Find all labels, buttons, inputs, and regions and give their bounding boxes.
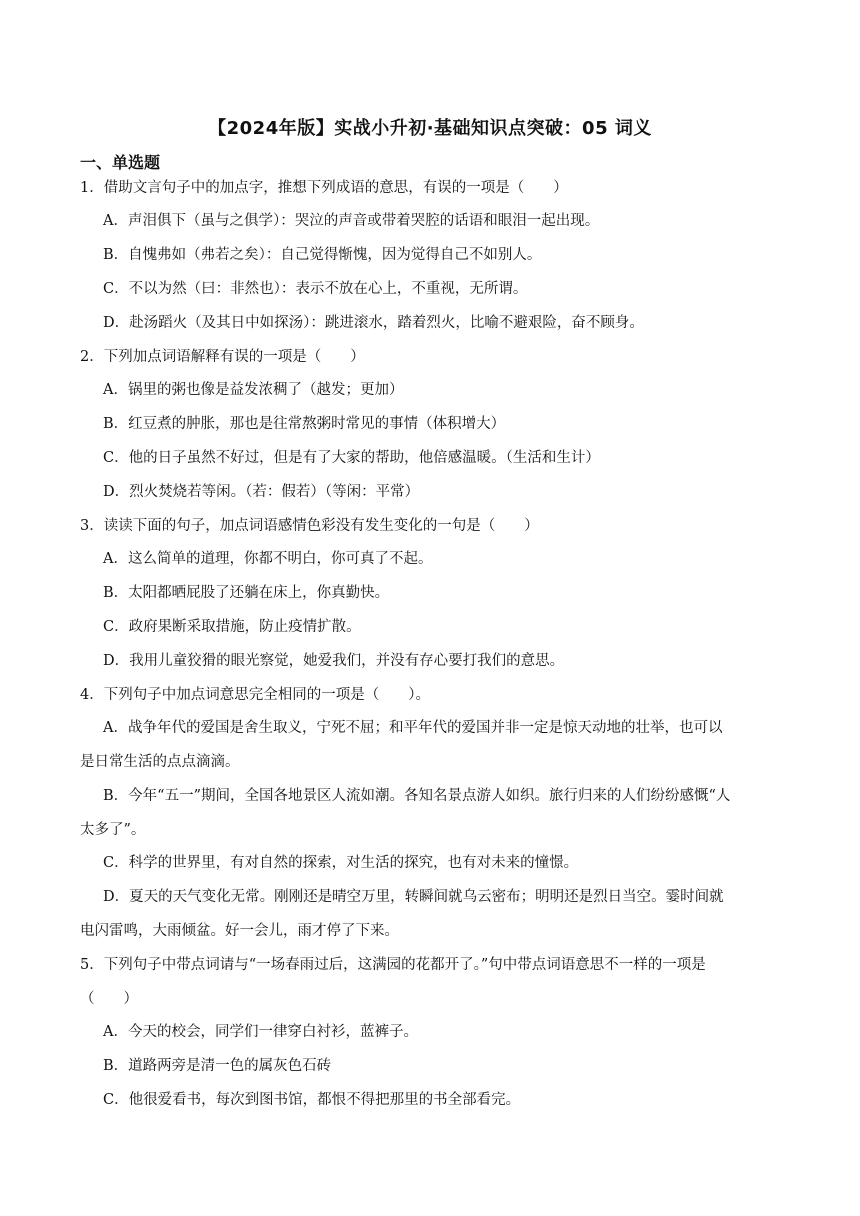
page-title: 【2024年版】实战小升初·基础知识点突破：05 词义 [208,118,652,139]
text-continuation: 电闪雷鸣，大雨倾盆。好一会儿，雨才停了下来。 [80,923,399,939]
answer-option: D．夏天的天气变化无常。刚刚还是晴空万里，转瞬间就乌云密布；明明还是烈日当空。霎时间就 [103,889,724,905]
answer-option: A．今天的校会，同学们一律穿白衬衫，蓝裤子。 [103,1024,418,1040]
answer-option: B．自愧弗如（弗若之矣）：自己觉得惭愧，因为觉得自己不如别人。 [103,247,542,263]
question-stem: 3．读读下面的句子，加点词语感情色彩没有发生变化的一句是（ ） [80,518,539,534]
answer-option: C．他很爱看书，每次到图书馆，都恨不得把那里的书全部看完。 [103,1092,521,1108]
answer-option: D．我用儿童狡猾的眼光察觉，她爱我们，并没有存心要打我们的意思。 [103,653,565,669]
answer-option: B．红豆煮的肿胀，那也是往常熬粥时常见的事情（体积增大） [103,416,506,432]
answer-option: B．太阳都晒屁股了还躺在床上，你真勤快。 [103,585,390,601]
answer-option: A．这么简单的道理，你都不明白，你可真了不起。 [103,551,433,567]
answer-option: A．锅里的粥也像是益发浓稠了（越发；更加） [103,382,404,398]
answer-option: D．赴汤蹈火（及其日中如探汤）：跳进滚水，踏着烈火，比喻不避艰险，奋不顾身。 [103,315,644,331]
question-stem: 2．下列加点词语解释有误的一项是（ ） [80,349,365,365]
answer-option: C．他的日子虽然不好过，但是有了大家的帮助，他倍感温暖。（生活和生计） [103,450,600,466]
answer-option: C．科学的世界里，有对自然的探索，对生活的探究，也有对未来的憧憬。 [103,855,579,871]
text-continuation: 是日常生活的点点滴滴。 [80,754,240,770]
section-heading: 一、单选题 [80,153,161,172]
text-continuation: （ ） [80,991,138,1007]
answer-option: C．不以为然（曰：非然也）：表示不放在心上，不重视，无所谓。 [103,281,528,297]
answer-option: B．今年“五一”期间，全国各地景区人流如潮。各知名景点游人如织。旅行归来的人们纷纷感慨“人 [103,788,731,804]
answer-option: C．政府果断采取措施，防止疫情扩散。 [103,619,361,635]
question-stem: 1．借助文言句子中的加点字，推想下列成语的意思，有误的一项是（ ） [80,180,568,196]
answer-option: A．战争年代的爱国是舍生取义，宁死不屈；和平年代的爱国并非一定是惊天动地的壮举，也可以 [103,720,723,736]
answer-option: A．声泪俱下（虽与之俱学）：哭泣的声音或带着哭腔的话语和眼泪一起出现。 [103,213,600,229]
question-stem: 5．下列句子中带点词请与“一场春雨过后，这满园的花都开了。”句中带点词语意思不一样的一项是 [80,957,706,973]
answer-option: D．烈火焚烧若等闲。（若：假若）（等闲：平常） [103,484,420,500]
answer-option: B．道路两旁是清一色的属灰色石砖 [103,1058,332,1074]
text-continuation: 太多了”。 [80,822,146,838]
question-stem: 4．下列句子中加点词意思完全相同的一项是（ ）。 [80,687,430,703]
